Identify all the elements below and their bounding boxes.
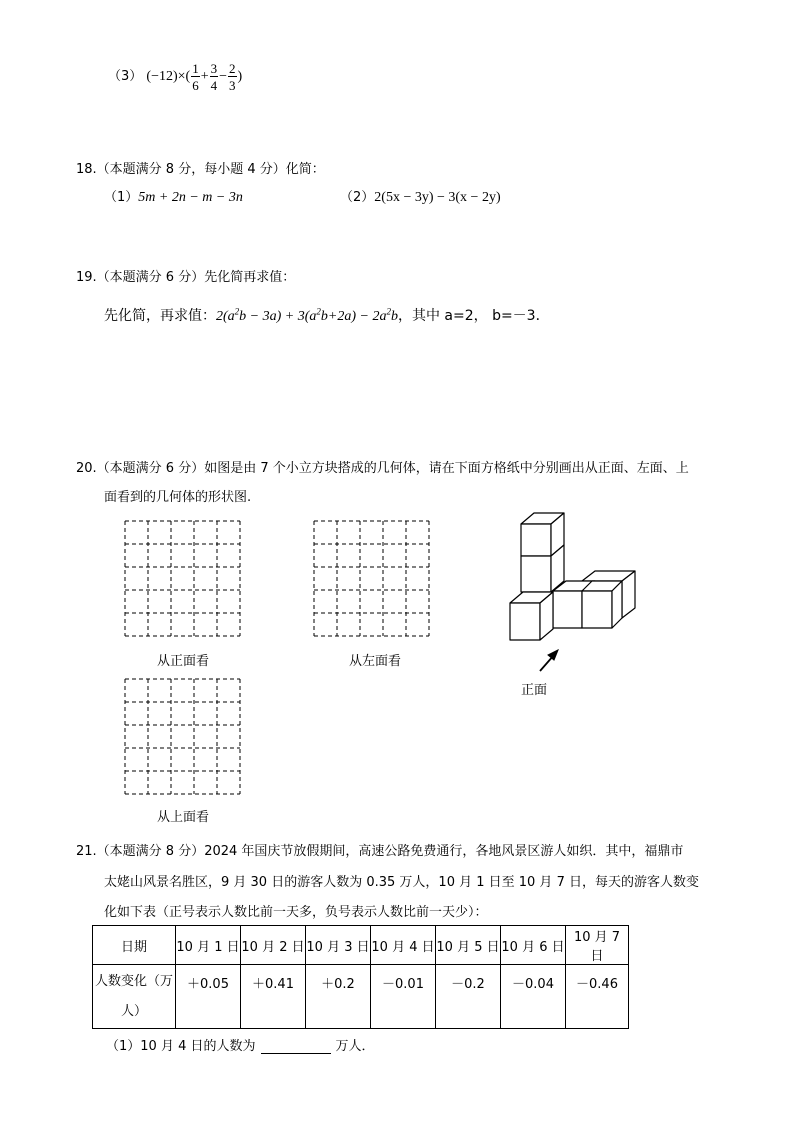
cube-solid-figure bbox=[505, 508, 640, 678]
table-cell: 10 月 3 日 bbox=[306, 926, 371, 965]
table-cell: －0.01 bbox=[371, 965, 436, 1029]
q19-expression: $2(a^2b - 3a) + 3(a^2b+2a) - 2a^2b$ bbox=[216, 306, 398, 324]
q19-problem: 先化简，再求值：$2(a^2b - 3a) + 3(a^2b+2a) - 2a^2b$，其中 a=2， b=－3． bbox=[104, 306, 550, 324]
table-cell: 10 月 1 日 bbox=[176, 926, 241, 965]
q21-sub1: （1）10 月 4 日的人数为 万人． bbox=[106, 1039, 375, 1054]
q20-header-line1: 20.（本题满分 6 分）如图是由 7 个小立方块搭成的几何体，请在下面方格纸中分别画出从正面、左面、上 bbox=[76, 461, 689, 476]
table-cell: ＋0.41 bbox=[241, 965, 306, 1029]
table-cell: ＋0.2 bbox=[306, 965, 371, 1029]
table-cell: －0.2 bbox=[436, 965, 501, 1029]
table-row bbox=[93, 965, 629, 1029]
table-cell: 10 月 4 日 bbox=[371, 926, 436, 965]
table-cell: 10 月 7 日 bbox=[566, 926, 629, 965]
top-view-caption: 从上面看 bbox=[157, 810, 210, 825]
front-view-grid[interactable] bbox=[124, 520, 242, 638]
table-row bbox=[93, 926, 629, 965]
left-view-caption: 从左面看 bbox=[349, 654, 402, 669]
q21-line2: 太姥山风景名胜区，9 月 30 日的游客人数为 0.35 万人，10 月 1 日至 10 月 7 日，每天的游客人数变 bbox=[104, 875, 699, 890]
q21-line1: 21.（本题满分 8 分）2024 年国庆节放假期间，高速公路免费通行，各地风景区游人如织．其中，福鼎市 bbox=[76, 844, 684, 859]
table-cell: ＋0.05 bbox=[176, 965, 241, 1029]
table-cell: 10 月 2 日 bbox=[241, 926, 306, 965]
q17-part3-label: （3） bbox=[108, 69, 143, 85]
front-view-caption: 从正面看 bbox=[157, 654, 210, 669]
top-view-grid[interactable] bbox=[124, 678, 242, 796]
q18-part2-expression: 2(5x − 3y) − 3(x − 2y) bbox=[374, 190, 501, 205]
q21-line3: 化如下表（正号表示人数比前一天多，负号表示人数比前一天少）： bbox=[104, 905, 488, 920]
visitor-change-table bbox=[92, 925, 629, 1029]
table-cell: －0.46 bbox=[566, 965, 629, 1029]
q18-part2: （2）2(5x − 3y) − 3(x − 2y) bbox=[340, 190, 501, 205]
table-cell: －0.04 bbox=[501, 965, 566, 1029]
q20-header-line2: 面看到的几何体的形状图. bbox=[104, 490, 252, 505]
q18-part1: （1）5m + 2n − m − 3n bbox=[104, 190, 243, 205]
answer-blank[interactable] bbox=[261, 1041, 331, 1054]
table-header-date: 日期 bbox=[93, 926, 176, 965]
left-view-grid[interactable] bbox=[313, 520, 431, 638]
q18-part1-expression: 5m + 2n − m − 3n bbox=[138, 190, 243, 205]
q17-part3 bbox=[108, 62, 242, 92]
table-cell: 10 月 5 日 bbox=[436, 926, 501, 965]
q17-expression: (−12)×( $\frac{1}{6}$ + $\frac{3}{4}$ − $\frac{2}{3}$ ) bbox=[146, 61, 243, 93]
q19-header: 19.（本题满分 6 分）先化简再求值： bbox=[76, 270, 296, 285]
table-cell: 10 月 6 日 bbox=[501, 926, 566, 965]
front-direction-caption: 正面 bbox=[521, 683, 548, 698]
table-header-change: 人数变化（万 人） bbox=[93, 965, 176, 1029]
q18-header: 18.（本题满分 8 分，每小题 4 分）化简： bbox=[76, 162, 325, 177]
